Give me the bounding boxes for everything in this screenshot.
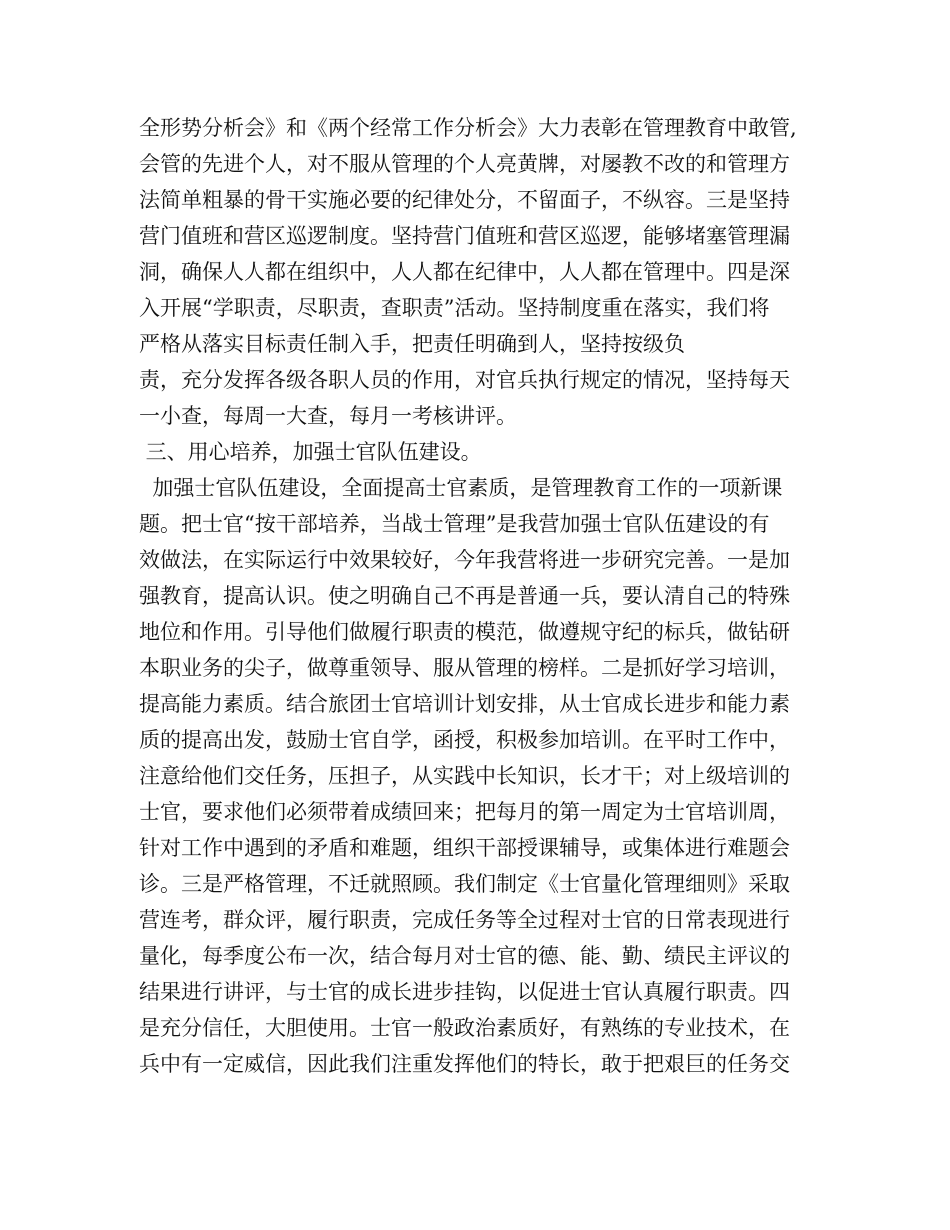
text-line: 入开展“学职责，尽职责，查职责”活动。坚持制度重在落实，我们将	[139, 296, 770, 320]
text-line: 三、用心培养，加强士官队伍建设。	[139, 440, 482, 464]
text-line: 地位和作用。引导他们做履行职责的模范，做遵规守纪的标兵，做钻研	[139, 620, 790, 644]
text-line: 会管的先进个人，对不服从管理的个人亮黄牌，对屡教不改的和管理方	[139, 152, 790, 176]
text-line: 质的提高出发，鼓励士官自学，函授，积极参加培训。在平时工作中，	[139, 728, 790, 752]
text-line: 注意给他们交任务，压担子，从实践中长知识，长才干；对上级培训的	[139, 764, 790, 788]
text-line: 营门值班和营区巡逻制度。坚持营门值班和营区巡逻，能够堵塞管理漏	[139, 224, 790, 248]
text-line: 兵中有一定威信，因此我们注重发挥他们的特长，敢于把艰巨的任务交	[139, 1052, 790, 1076]
text-line: 法简单粗暴的骨干实施必要的纪律处分，不留面子，不纵容。三是坚持	[139, 188, 790, 212]
text-line: 营连考，群众评，履行职责，完成任务等全过程对士官的日常表现进行	[139, 908, 790, 932]
text-line: 题。把士官“按干部培养，当战士管理”是我营加强士官队伍建设的有	[139, 512, 770, 536]
text-line: 提高能力素质。结合旅团士官培训计划安排，从士官成长进步和能力素	[139, 692, 790, 716]
text-line: 洞，确保人人都在组织中，人人都在纪律中，人人都在管理中。四是深	[139, 260, 790, 284]
text-line: 是充分信任，大胆使用。士官一般政治素质好，有熟练的专业技术，在	[139, 1016, 790, 1040]
text-line: 强教育，提高认识。使之明确自己不再是普通一兵，要认清自己的特殊	[139, 584, 790, 608]
text-line: 效做法，在实际运行中效果较好，今年我营将进一步研究完善。一是加	[139, 548, 790, 572]
text-line: 责，充分发挥各级各职人员的作用，对官兵执行规定的情况，坚持每天	[139, 368, 790, 392]
text-line: 量化，每季度公布一次，结合每月对士官的德、能、勤、绩民主评议的	[139, 944, 790, 968]
text-line: 士官，要求他们必须带着成绩回来；把每月的第一周定为士官培训周，	[139, 800, 790, 824]
text-line: 针对工作中遇到的矛盾和难题，组织干部授课辅导，或集体进行难题会	[139, 836, 790, 860]
text-line: 诊。三是严格管理，不迁就照顾。我们制定《士官量化管理细则》采取	[139, 872, 790, 896]
text-line: 加强士官队伍建设，全面提高士官素质，是管理教育工作的一项新课	[139, 476, 783, 500]
text-line: 一小查，每周一大查，每月一考核讲评。	[139, 404, 517, 428]
text-line: 本职业务的尖子，做尊重领导、服从管理的榜样。二是抓好学习培训，	[139, 656, 790, 680]
body-text	[139, 110, 839, 1082]
text-line: 结果进行讲评，与士官的成长进步挂钩，以促进士官认真履行职责。四	[139, 980, 790, 1004]
text-line: 全形势分析会》和《两个经常工作分析会》大力表彰在管理教育中敢管,	[139, 116, 797, 140]
text-line: 严格从落实目标责任制入手，把责任明确到人，坚持按级负	[139, 332, 685, 356]
